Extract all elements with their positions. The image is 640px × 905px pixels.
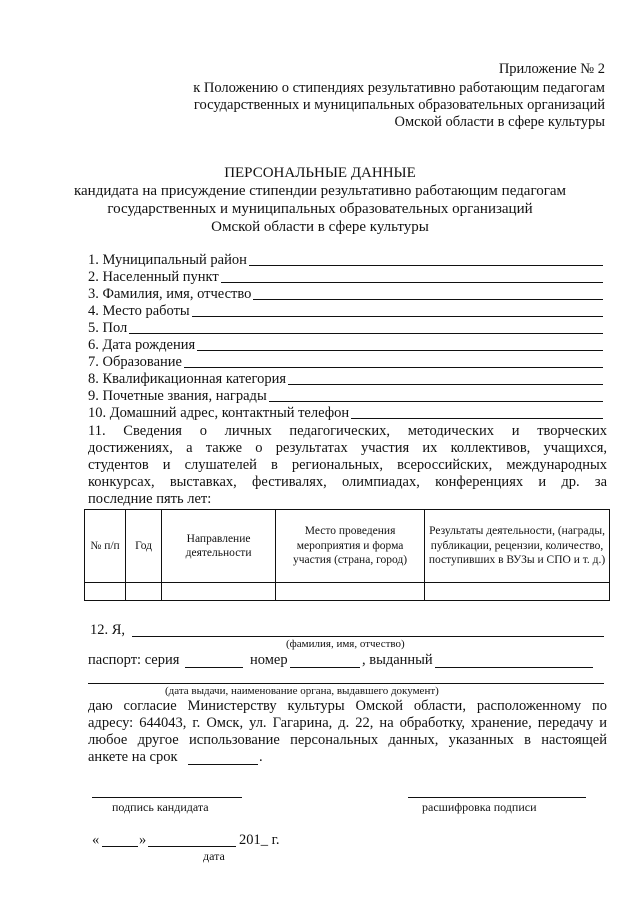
field-honors[interactable] — [88, 388, 603, 405]
date-day-line[interactable] — [102, 846, 138, 847]
passport-series-line[interactable] — [185, 667, 243, 668]
table-row[interactable] — [85, 583, 610, 601]
table-cell[interactable] — [126, 583, 162, 601]
signature-line[interactable] — [92, 797, 242, 798]
fill-line — [221, 281, 603, 283]
field-label: 8. Квалификационная категория — [88, 371, 286, 387]
field-label: 5. Пол — [88, 320, 128, 336]
fill-line — [184, 366, 603, 368]
fill-line — [129, 332, 603, 334]
field-label: 9. Почетные звания, награды — [88, 388, 267, 404]
decoding-line[interactable] — [408, 797, 586, 798]
consent-text: даю согласие Министерству культуры Омской области, расположенному по — [88, 698, 607, 714]
field-label: 4. Место работы — [88, 303, 190, 319]
achievements-text: 11. Сведения о личных педагогических, методических и творческих — [88, 423, 607, 439]
field-label: 2. Населенный пункт — [88, 269, 219, 285]
document-title: ПЕРСОНАЛЬНЫЕ ДАННЫЕ — [224, 165, 416, 181]
field-address-phone[interactable] — [88, 405, 603, 422]
issue-details-line[interactable] — [88, 683, 604, 684]
consent-period: . — [259, 749, 263, 765]
consent-text: адресу: 644043, г. Омск, ул. Гагарина, д. 22, на обработку, хранение, передачу и — [88, 715, 607, 731]
fill-line — [197, 349, 603, 351]
passport-series-label: паспорт: серия — [88, 652, 180, 668]
fill-line — [288, 383, 603, 385]
date-label: дата — [203, 849, 225, 863]
consent-text: анкете на срок — [88, 749, 178, 765]
field-label: 1. Муниципальный район — [88, 252, 247, 268]
achievements-text: последние пять лет: — [88, 491, 212, 507]
date-year: 201_ г. — [239, 832, 280, 848]
field-label: 10. Домашний адрес, контактный телефон — [88, 405, 350, 421]
date-open-quote: « — [92, 832, 100, 848]
term-fill-line[interactable] — [188, 764, 258, 765]
fill-line — [249, 264, 603, 266]
table-cell[interactable] — [162, 583, 276, 601]
fio-hint: (фамилия, имя, отчество) — [286, 638, 405, 650]
field-full-name[interactable] — [88, 286, 603, 303]
fill-line — [192, 315, 603, 317]
field-education[interactable] — [88, 354, 603, 371]
field-birth-date[interactable] — [88, 337, 603, 354]
fio-fill-line[interactable] — [132, 636, 604, 637]
table-header-row — [85, 510, 610, 583]
decoding-label: расшифровка подписи — [422, 800, 537, 814]
passport-number-line[interactable] — [290, 667, 360, 668]
field-qualification[interactable] — [88, 371, 603, 388]
title-subline: кандидата на присуждение стипендии результативно работающим педагогам — [73, 183, 567, 199]
consent-text: любое другое использование персональных данных, указанных в настоящей — [88, 732, 607, 748]
appendix-number: Приложение № 2 — [498, 61, 605, 77]
fill-line — [351, 417, 603, 419]
table-cell[interactable] — [85, 583, 126, 601]
date-close-quote: » — [139, 832, 147, 848]
field-workplace[interactable] — [88, 303, 603, 320]
column-header: Результаты деятельности, (награды, публикации, рецензии, количество, поступивших в ВУЗы и СПО и т. д.) — [425, 510, 610, 583]
header-line: к Положению о стипендиях результативно работающим педагогам — [193, 80, 605, 96]
field-label: 7. Образование — [88, 354, 182, 370]
achievements-text: конкурсах, выставках, фестивалях, олимпиадах, конференциях и др. за — [88, 474, 607, 490]
date-month-line[interactable] — [148, 846, 236, 847]
passport-issued-label: , выданный — [362, 652, 433, 668]
column-header: Место проведения мероприятия и форма участия (страна, город) — [276, 510, 425, 583]
fill-line — [253, 298, 603, 300]
column-header: № п/п — [85, 510, 126, 583]
consent-i-label: 12. Я, — [90, 622, 126, 638]
passport-issued-line[interactable] — [435, 667, 593, 668]
column-header: Год — [126, 510, 162, 583]
column-header: Направление деятельности — [162, 510, 276, 583]
table-cell[interactable] — [276, 583, 425, 601]
field-municipal-district[interactable] — [88, 252, 603, 269]
signature-label: подпись кандидата — [112, 800, 209, 814]
field-label: 3. Фамилия, имя, отчество — [88, 286, 252, 302]
header-line: Омской области в сфере культуры — [394, 114, 605, 130]
field-settlement[interactable] — [88, 269, 603, 286]
achievements-text: студентов и слушателей в региональных, всероссийских, международных — [88, 457, 607, 473]
achievements-table — [84, 509, 610, 601]
table-cell[interactable] — [425, 583, 610, 601]
title-subline: государственных и муниципальных образовательных организаций — [107, 201, 533, 217]
achievements-text: достижениях, а также о результатах участия их коллективов, учащихся, — [88, 440, 607, 456]
field-label: 6. Дата рождения — [88, 337, 196, 353]
passport-number-label: номер — [250, 652, 288, 668]
issue-hint: (дата выдачи, наименование органа, выдавшего документ) — [165, 685, 439, 697]
title-subline: Омской области в сфере культуры — [211, 219, 429, 235]
header-line: государственных и муниципальных образовательных организаций — [193, 97, 605, 113]
fill-line — [269, 400, 603, 402]
field-gender[interactable] — [88, 320, 603, 337]
